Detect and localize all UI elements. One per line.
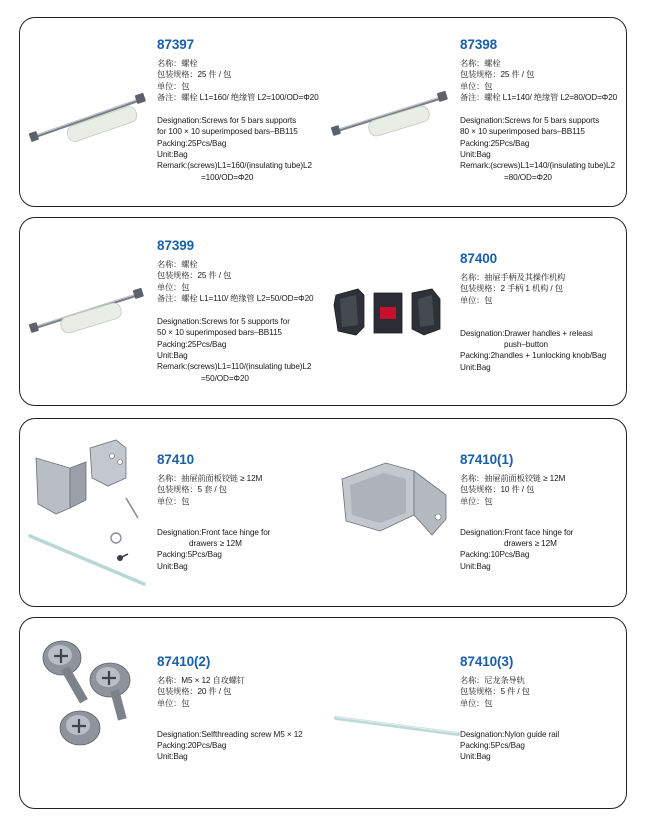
remark-en-cont: =100/OD=Φ20	[201, 172, 254, 182]
name-cn: 名称：螺栓	[460, 59, 501, 68]
packing-cn: 包装规格：25 件 / 包	[157, 271, 232, 281]
unit-en: Unit:Bag	[157, 150, 188, 160]
packing-cn: 包装规格：25 件 / 包	[157, 70, 232, 80]
remark-en: Remark:(screws)L1=140/(insulating tube)L2	[460, 161, 615, 171]
packing-en: Packing:25Pcs/Bag	[157, 138, 227, 148]
product-code: 87410(2)	[157, 654, 211, 669]
remark-en: Remark:(screws)L1=160/(insulating tube)L2	[157, 161, 312, 171]
product-87398	[460, 37, 625, 183]
designation-en: Designation:Front face hinge for	[460, 527, 574, 537]
bolt-with-tube-image	[28, 282, 148, 342]
designation-en: Designation:Screws for 5 bars supports	[460, 116, 600, 126]
product-87410-1	[460, 452, 625, 572]
product-code: 87398	[460, 37, 498, 52]
bolt-with-tube-image	[330, 85, 450, 155]
hinge-image	[336, 455, 458, 555]
name-cn: 名称：螺栓	[157, 260, 198, 269]
self-tapping-screws-image	[38, 636, 148, 766]
unit-cn: 单位：包	[460, 698, 493, 708]
unit-cn: 单位：包	[157, 81, 190, 91]
unit-cn: 单位：包	[157, 698, 190, 708]
packing-cn: 包装规格：25 件 / 包	[460, 70, 535, 80]
nylon-guide-rail-image	[332, 712, 462, 740]
packing-en: Packing:10Pcs/Bag	[460, 550, 530, 560]
name-cn: 名称：螺栓	[157, 59, 198, 68]
packing-cn: 包装规格：10 件 / 包	[460, 485, 535, 495]
name-cn: 名称：抽屉前面板铰链 ≥ 12M	[157, 474, 263, 483]
product-code: 87410(3)	[460, 654, 514, 669]
designation-en-cont: 50 × 10 superimposed bars–BB115	[157, 328, 282, 338]
drawer-handle-image	[328, 285, 448, 340]
remark-cn: 备注：螺栓 L1=110/ 绝缘管 L2=50/OD=Φ20	[157, 293, 314, 303]
name-cn: 名称：抽屉前面板铰链 ≥ 12M	[460, 474, 566, 483]
unit-en: Unit:Bag	[460, 561, 491, 571]
product-code: 87410	[157, 452, 195, 467]
packing-en: Packing:5Pcs/Bag	[157, 550, 222, 560]
product-code: 87397	[157, 37, 195, 52]
designation-en: Designation:Drawer handles + releasi	[460, 328, 593, 338]
designation-en: Designation:Screws for 5 bars supports	[157, 116, 297, 126]
product-code: 87410(1)	[460, 452, 514, 467]
unit-en: Unit:Bag	[460, 150, 491, 160]
designation-en: Designation:Selfthreading screw M5 × 12	[157, 729, 303, 739]
designation-en-cont: 80 × 10 superimposed bars–BB115	[460, 127, 585, 137]
product-87397	[157, 37, 327, 183]
packing-cn: 包装规格：2 手柄 1 机构 / 包	[460, 284, 563, 294]
designation-en-cont: for 100 × 10 superimposed bars–BB115	[157, 127, 298, 137]
product-87400	[460, 251, 625, 373]
unit-cn: 单位：包	[157, 282, 190, 292]
product-code: 87399	[157, 238, 195, 253]
bolt-with-tube-image	[28, 85, 148, 155]
product-87410-2	[157, 654, 327, 763]
designation-en: Designation:Screws for 5 supports for	[157, 317, 290, 327]
unit-en: Unit:Bag	[157, 752, 188, 762]
hinge-set-image	[26, 438, 148, 590]
packing-en: Packing:5Pcs/Bag	[460, 741, 525, 751]
unit-cn: 单位：包	[460, 295, 493, 305]
designation-en: Designation:Front face hinge for	[157, 527, 271, 537]
unit-en: Unit:Bag	[460, 362, 491, 372]
designation-en-cont: drawers ≥ 12M	[189, 539, 242, 549]
packing-en: Packing:20Pcs/Bag	[157, 741, 227, 751]
product-87410	[157, 452, 327, 572]
packing-cn: 包装规格：5 件 / 包	[460, 687, 530, 697]
packing-en: Packing:25Pcs/Bag	[460, 138, 530, 148]
remark-en-cont: =80/OD=Φ20	[504, 172, 552, 182]
remark-cn: 备注：螺栓 L1=160/ 绝缘管 L2=100/OD=Φ20	[157, 92, 319, 102]
unit-en: Unit:Bag	[157, 561, 188, 571]
remark-en: Remark:(screws)L1=110/(insulating tube)L2	[157, 362, 312, 372]
unit-cn: 单位：包	[157, 496, 190, 506]
name-cn: 名称：尼龙条导轨	[460, 676, 525, 685]
product-87410-3	[460, 654, 625, 763]
name-cn: 名称：抽屉手柄及其操作机构	[460, 273, 566, 282]
remark-cn: 备注：螺栓 L1=140/ 绝缘管 L2=80/OD=Φ20	[460, 92, 618, 102]
unit-en: Unit:Bag	[157, 351, 188, 361]
unit-en: Unit:Bag	[460, 752, 491, 762]
product-87399	[157, 238, 327, 384]
product-code: 87400	[460, 251, 498, 266]
unit-cn: 单位：包	[460, 496, 493, 506]
unit-cn: 单位：包	[460, 81, 493, 91]
packing-cn: 包装规格：20 件 / 包	[157, 687, 232, 697]
designation-en: Designation:Nylon guide rail	[460, 729, 560, 739]
designation-en-cont: push–button	[504, 340, 548, 350]
remark-en-cont: =50/OD=Φ20	[201, 373, 249, 383]
packing-en: Packing:25Pcs/Bag	[157, 339, 227, 349]
packing-en: Packing:2handles + 1unlocking knob/Bag	[460, 351, 607, 361]
name-cn: 名称：M5 × 12 自攻螺钉	[157, 676, 245, 685]
packing-cn: 包装规格：5 套 / 包	[157, 485, 227, 495]
designation-en-cont: drawers ≥ 12M	[504, 539, 557, 549]
